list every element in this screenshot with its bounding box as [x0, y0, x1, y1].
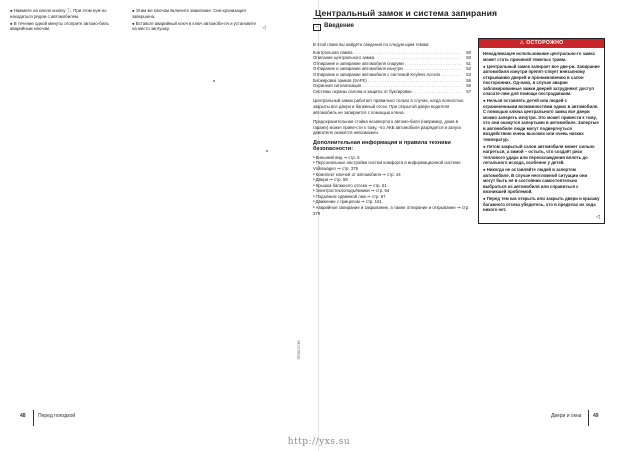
topic-item[interactable]: Блокировка замков (SAFE) . . . 55	[313, 78, 471, 84]
topic-item[interactable]: Описание центрального замка . . . 50	[313, 55, 471, 61]
warning-text: ● Никогда не оставляйте людей в запертом автомобиле. В случае неотложной ситуации они могут быть не в состоянии самостоятельно выбраться из автомобиля или справиться с возникшей проблемой.	[483, 167, 588, 195]
footer-section-label: Перед поездкой	[38, 413, 76, 419]
warning-box	[478, 38, 605, 224]
left-column-1	[10, 8, 128, 34]
reference-link[interactable]: ● Крышка багажного отсека ⇒ стр. 61	[313, 183, 471, 189]
watermark-url: http://yxs.su	[287, 437, 351, 447]
topic-item[interactable]: Охранная сигнализация . . . 56	[313, 83, 471, 89]
continue-marker-icon: ◁	[596, 213, 600, 220]
footer-divider	[33, 410, 34, 426]
page-speck	[213, 80, 215, 82]
reference-link[interactable]: ● Движение с прицепом ⇒ стр. 161	[313, 199, 471, 205]
book-icon: ▭	[313, 24, 321, 31]
topic-item[interactable]: Контрольная лампа . . . 50	[313, 50, 471, 56]
continue-marker-icon: ◁	[262, 25, 266, 31]
instruction-step: ● Этим же ключом включите зажигание. Син-хронизация завершена.	[132, 8, 246, 19]
warning-text: ● Летом закрытый салон автомобиля может сильно нагреться, а зимой – остыть, что создаёт риск теплового удара или переохлаждения вплоть до летального исхода, особенно у детей.	[483, 143, 595, 166]
topic-item[interactable]: Отпирание и запирание автомобиля с системой Keyless Access . . . 53	[313, 72, 471, 78]
page-number: 49	[593, 413, 599, 419]
warning-text: ● Перед тем как открыть или закрыть двери и крышку багажного отсека убедитесь, что в пределах их хода никого нет.	[483, 196, 600, 213]
warning-title: ⚠ ОСТОРОЖНО	[479, 39, 604, 48]
chapter-title: Центральный замок и система запирания	[315, 8, 498, 18]
document-code: 7E0012736	[297, 340, 301, 360]
warning-text: ● Центральный замок запирает все две-ри. Запирание автомобиля изнутри препят-ствует внезапному открыванию дверей и проникновению в салон посторонних. Од-нако, в случае аварии заблокированные замки дверей затрудняют доступ спасате-лям для помощи пострадавшим.	[483, 63, 600, 97]
instruction-step: ● Вставьте аварийный ключ в ключ автомоби-ля и установите на место заглушку.	[132, 20, 256, 32]
warning-body	[479, 48, 604, 223]
instruction-step: ● Нажмите на ключе кнопку ⓘ. При этом нуж-но находиться рядом с автомобилем.	[10, 8, 107, 19]
reference-link[interactable]: ● Подъёмно-сдвижной люк ⇒ стр. 67	[313, 194, 471, 200]
topic-item[interactable]: Отпирание и запирание автомобиля изнутри . . . 52	[313, 66, 471, 72]
reference-link[interactable]: ● Электростеклоподъёмники ⇒ стр. 64	[313, 188, 471, 194]
intro-rule	[313, 18, 467, 19]
reference-list	[313, 155, 471, 217]
body-paragraph: Предохранительная стойка незапертого автомо-биля (например, дома в гараже) может приве-сти к тому, что АКБ автомобиля разрядится и запуск двигателя окажется невозможен.	[313, 119, 462, 136]
reference-link[interactable]: ● Аварийное запирание и закрывание, а также отпирание и открывание ⇒ стр. 379	[313, 205, 471, 216]
body-paragraph: Центральный замок работает правильно только в случае, когда полностью закрыты все двери и багажный отсек. При открытой двери водителя автомобиль не запирается с помощью ключа.	[313, 98, 464, 115]
footer-section-label: Двери и окна	[551, 413, 582, 419]
reference-link[interactable]: ● Внешний вид ⇒ стр. 6	[313, 155, 471, 161]
footer-divider	[588, 410, 589, 426]
reference-link[interactable]: ● Комплект ключей от автомобиля ⇒ стр. 44	[313, 172, 471, 178]
section-heading-text: Введение	[324, 22, 354, 29]
page-speck	[266, 150, 268, 152]
warning-text: ● Нельзя оставлять детей или людей с ограниченными возможностями одних в автомобиле. С помощью ключа центрального замка все двери можно запереть изнутри. Это может привести к тому, что они окажутся запертыми в автомобиле. Запертые в автомобиле люди могут подвергнуться воздействию очень высоких или очень низких температур.	[483, 98, 599, 142]
topic-item[interactable]: Системы охраны салона и защиты от буксировки . . . 57	[313, 89, 471, 95]
intro-column	[313, 42, 471, 216]
topics-list	[313, 50, 471, 95]
reference-link[interactable]: ● Персональные настройки систем комфорта в информационной системе Volkswagen ⇒ стр. 379	[313, 160, 471, 171]
lead-text: В этой главе вы найдёте сведения по следую-щим темам:	[313, 42, 430, 47]
instruction-step: ● В течение одной минуты отоприте автомо-биль аварийным ключом.	[10, 20, 109, 32]
reference-link[interactable]: ● Двери ⇒ стр. 59	[313, 177, 471, 183]
left-column-2	[132, 8, 258, 34]
section-heading	[313, 22, 467, 31]
page-number: 48	[20, 413, 26, 419]
topic-item[interactable]: Отпирание и запирание автомобиля снаружи . . . 51	[313, 61, 471, 67]
warning-text: Ненадлежащее использование центрально-го замка может стать причиной тяжелых травм.	[483, 51, 595, 62]
info-subheading: Дополнительная информация и правила техники безопасности:	[313, 139, 451, 153]
